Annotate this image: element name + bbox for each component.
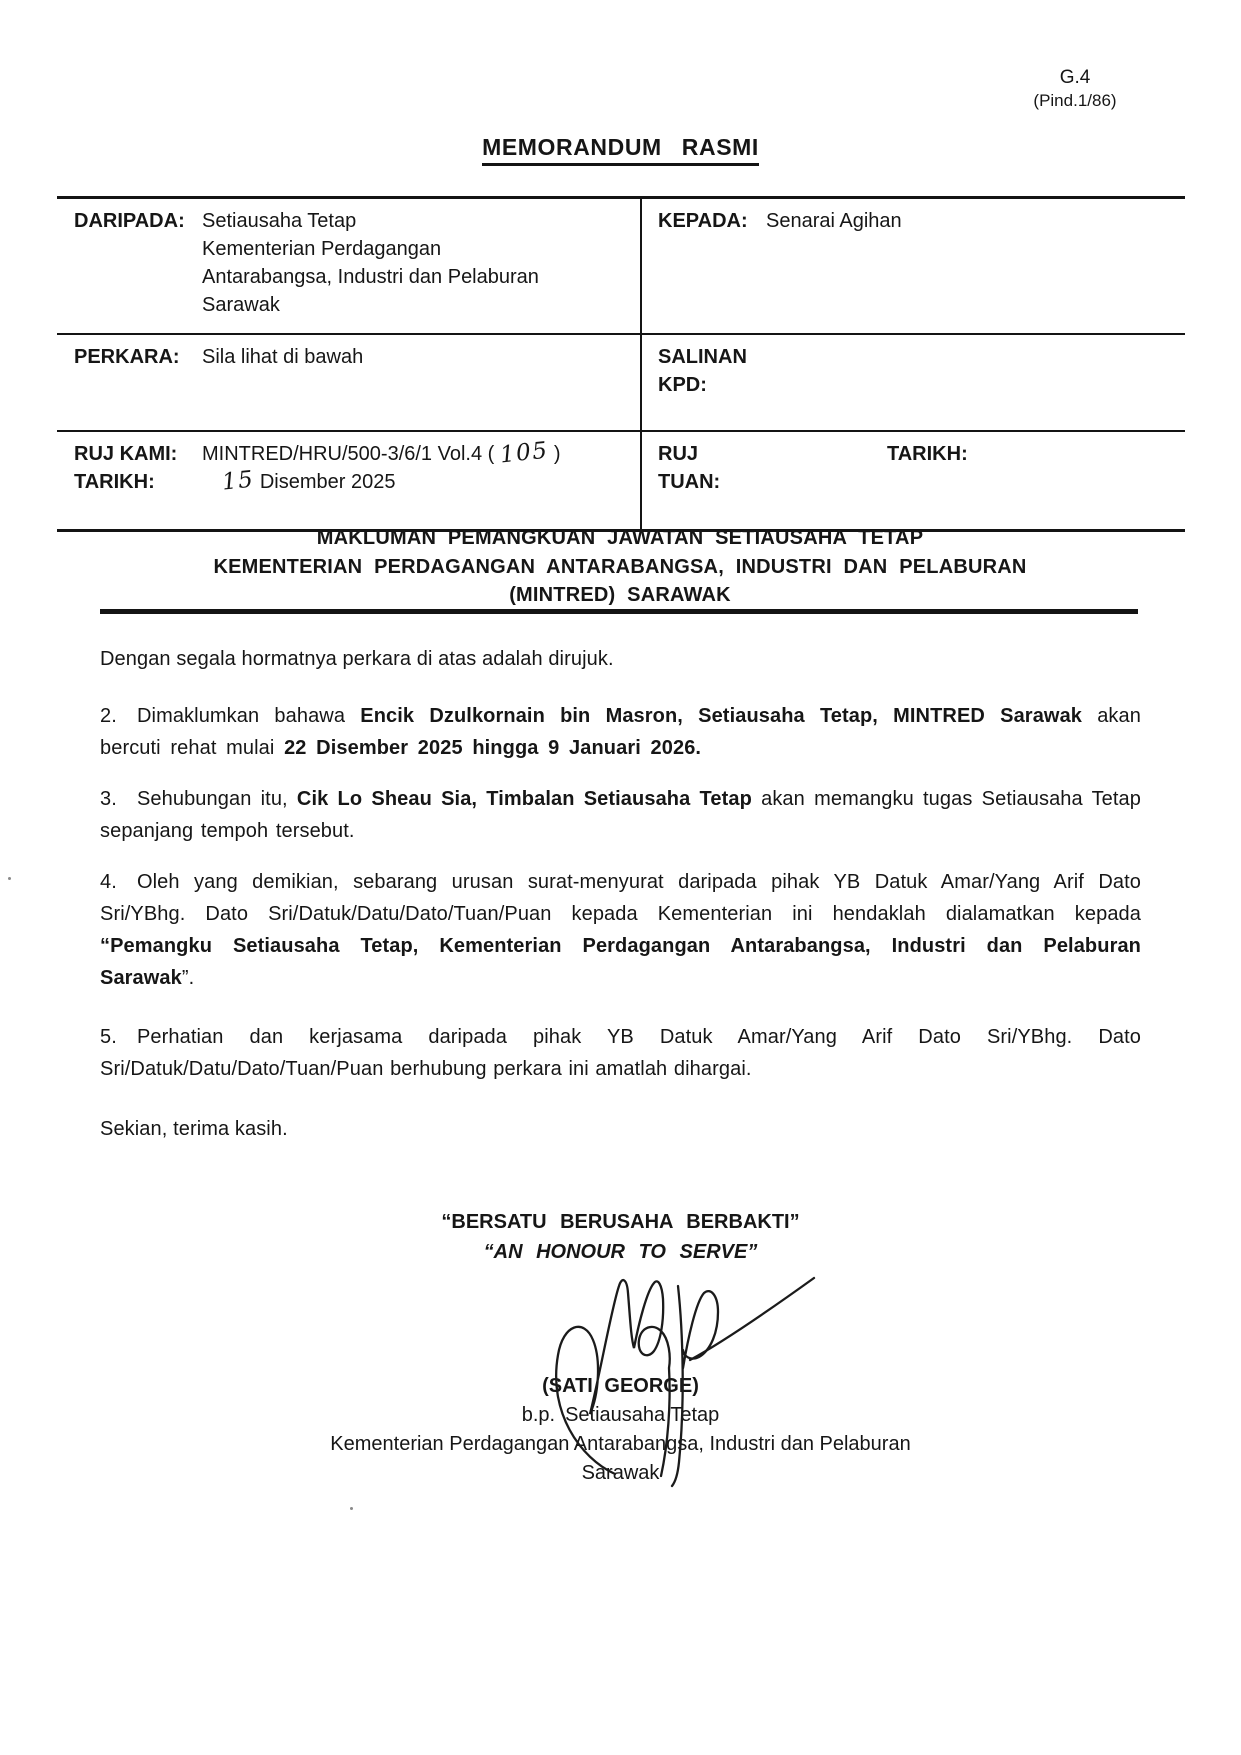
daripada-label: DARIPADA: xyxy=(74,210,185,232)
paragraph-4: 4. Oleh yang demikian, sebarang urusan surat-menyurat daripada pihak YB Datuk Amar/Yang Arif Dato Sri/YBhg. Dato Sri/Datuk/Datu/Dato/Tuan/Puan kepada Kementerian ini hendaklah dialamatkan kepada “Pemangku Setiausaha Tetap, Kementerian Perdagangan Antarabangsa, Industri dan Pelaburan Sarawak”. xyxy=(100,871,1141,989)
ruj-kami-close-paren: ) xyxy=(553,443,561,465)
perkara-cell xyxy=(57,335,640,430)
paragraph-3: 3. Sehubungan itu, Cik Lo Sheau Sia, Timbalan Setiausaha Tetap akan memangku tugas Setiausaha Tetap sepanjang tempoh tersebut. xyxy=(100,788,1142,842)
table-row-ref-date xyxy=(57,430,1185,529)
subject-line: MAKLUMAN PEMANGKUAN JAWATAN SETIAUSAHA TETAP xyxy=(316,527,924,549)
perkara-label: PERKARA: xyxy=(74,346,180,368)
scan-speck xyxy=(8,877,11,880)
perkara-value: Sila lihat di bawah xyxy=(202,346,364,368)
salinan-label-line2: KPD: xyxy=(658,374,707,396)
ruj-kami-label: RUJ KAMI: xyxy=(74,443,178,465)
motto-english: “AN HONOUR TO SERVE” xyxy=(483,1241,758,1263)
daripada-line: Sarawak xyxy=(202,294,280,316)
daripada-line: Kementerian Perdagangan xyxy=(202,238,442,260)
table-row-subject-copy xyxy=(57,333,1185,430)
header-table xyxy=(57,196,1185,532)
daripada-line: Setiausaha Tetap xyxy=(202,210,357,232)
subject-underline-rule xyxy=(100,609,1138,614)
paragraph-5: 5. Perhatian dan kerjasama daripada pihak YB Datuk Amar/Yang Arif Dato Sri/YBhg. Dato Sri/Datuk/Datu/Dato/Tuan/Puan berhubung perkara ini amatlah dihargai. xyxy=(100,1026,1141,1080)
form-revision: (Pind.1/86) xyxy=(1033,91,1117,110)
ruj-tuan-label-line1: RUJ xyxy=(658,443,699,465)
tarikh-label: TARIKH: xyxy=(74,471,155,493)
form-code-block xyxy=(1005,66,1145,112)
salinan-label-line1: SALINAN xyxy=(658,346,747,368)
signature-scribble xyxy=(520,1262,830,1497)
tarikh-value xyxy=(202,468,634,496)
daripada-line: Antarabangsa, Industri dan Pelaburan xyxy=(202,266,539,288)
signatory-on-behalf: b.p. Setiausaha Tetap xyxy=(521,1404,720,1426)
daripada-value xyxy=(202,207,634,319)
ruj-kami-ref: MINTRED/HRU/500-3/6/1 Vol.4 ( xyxy=(202,443,495,465)
signature-stroke xyxy=(556,1280,670,1476)
motto-block xyxy=(0,1207,1241,1267)
kepada-value: Senarai Agihan xyxy=(766,210,902,232)
tarikh-day-handwritten: 15 xyxy=(220,466,256,496)
ruj-kami-value xyxy=(202,437,634,469)
table-row-from-to xyxy=(57,199,1185,333)
scan-speck xyxy=(350,1507,353,1510)
motto-malay: “BERSATU BERUSAHA BERBAKTI” xyxy=(441,1211,800,1233)
signature-stroke xyxy=(672,1286,683,1486)
tarikh-month-year: Disember 2025 xyxy=(259,471,396,493)
subject-line: (MINTRED) SARAWAK xyxy=(509,584,731,606)
ruj-kami-cell xyxy=(57,432,640,529)
title-wrap xyxy=(0,134,1241,166)
paragraph-2: 2. Dimaklumkan bahawa Encik Dzulkornain bin Masron, Setiausaha Tetap, MINTRED Sarawak akan bercuti rehat mulai 22 Disember 2025 hingga 9 Januari 2026. xyxy=(100,705,1141,759)
form-code: G.4 xyxy=(1059,67,1091,88)
salutation-paragraph: Dengan segala hormatnya perkara di atas adalah dirujuk. xyxy=(100,648,614,670)
closing-line: Sekian, terima kasih. xyxy=(100,1118,288,1140)
signature-stroke xyxy=(683,1291,718,1368)
signatory-name: (SATI GEORGE) xyxy=(542,1375,699,1397)
ruj-tuan-cell xyxy=(640,432,1185,529)
ruj-tuan-label-line2: TUAN: xyxy=(658,471,721,493)
kepada-label: KEPADA: xyxy=(658,210,748,232)
signatory-ministry: Kementerian Perdagangan Antarabangsa, Industri dan Pelaburan xyxy=(330,1433,911,1455)
salinan-cell xyxy=(640,335,1185,430)
page-title: MEMORANDUM RASMI xyxy=(482,134,759,166)
ruj-kami-handwritten-number: 105 xyxy=(498,437,550,469)
subject-heading xyxy=(100,524,1140,610)
tarikh-right-label: TARIKH: xyxy=(887,443,968,465)
daripada-cell xyxy=(57,199,640,333)
kepada-cell xyxy=(640,199,1185,333)
signatory-state: Sarawak xyxy=(581,1462,660,1484)
subject-line: KEMENTERIAN PERDAGANGAN ANTARABANGSA, INDUSTRI DAN PELABURAN xyxy=(213,555,1027,578)
